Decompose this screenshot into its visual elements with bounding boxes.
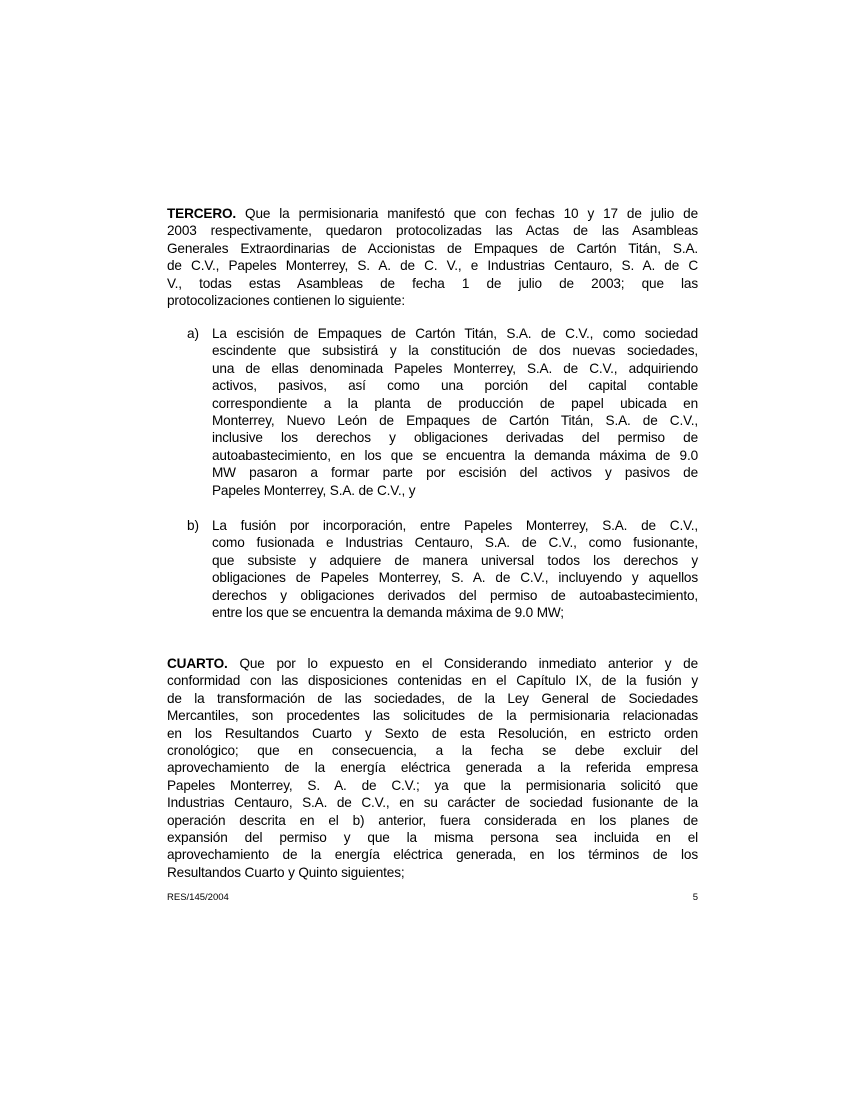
list-item-line: que subsiste y adquiere de manera universal todos los derechos y xyxy=(212,552,698,568)
paragraph-line: expansión del permiso y que la misma persona sea incluida en el xyxy=(167,829,698,845)
paragraph-line: TERCERO. Que la permisionaria manifestó que con fechas 10 y 17 de julio de xyxy=(167,206,698,221)
list-item-line: activos, pasivos, así como una porción del capital contable xyxy=(212,378,698,394)
list-marker: a) xyxy=(187,326,200,341)
list-item-line: Papeles Monterrey, S.A. de C.V., y xyxy=(212,482,416,498)
list-item-body xyxy=(212,517,698,621)
paragraph-line: Generales Extraordinarias de Accionistas de Empaques de Cartón Titán, S.A. xyxy=(167,240,698,256)
list-item-line: La fusión por incorporación, entre Papeles Monterrey, S.A. de C.V., xyxy=(212,518,698,533)
list-item-line: obligaciones de Papeles Monterrey, S. A. de C.V., incluyendo y aquellos xyxy=(212,570,698,586)
list-marker: b) xyxy=(187,518,200,533)
list-item-line: La escisión de Empaques de Cartón Titán, S.A. de C.V., como sociedad xyxy=(212,326,698,341)
list-item-line: MW pasaron a formar parte por escisión del activos y pasivos de xyxy=(212,465,698,481)
list-item-line: autoabastecimiento, en los que se encuentra la demanda máxima de 9.0 xyxy=(212,447,698,463)
list-item-line: inclusive los derechos y obligaciones derivadas del permiso de xyxy=(212,430,698,446)
list-item-line: entre los que se encuentra la demanda máxima de 9.0 MW; xyxy=(212,604,564,620)
list-item-line: derechos y obligaciones derivados del permiso de autoabastecimiento, xyxy=(212,587,698,603)
paragraph-line: Papeles Monterrey, S. A. de C.V.; ya que la permisionaria solicitó que xyxy=(167,777,698,793)
page-number: 5 xyxy=(692,892,698,903)
paragraph-line: CUARTO. Que por lo expuesto en el Considerando inmediato anterior y de xyxy=(167,656,698,671)
paragraph-line: conformidad con las disposiciones contenidas en el Capítulo IX, de la fusión y xyxy=(167,673,698,689)
section-heading: TERCERO. xyxy=(167,206,237,221)
paragraph-line: Industrias Centauro, S.A. de C.V., en su carácter de sociedad fusionante de la xyxy=(167,795,698,811)
paragraph-line: aprovechamiento de la energía eléctrica generada a la referida empresa xyxy=(167,760,698,776)
paragraph-line: de C.V., Papeles Monterrey, S. A. de C. V., e Industrias Centauro, S. A. de C xyxy=(167,258,698,274)
paragraph-line: V., todas estas Asambleas de fecha 1 de julio de 2003; que las xyxy=(167,275,698,291)
section-heading: CUARTO. xyxy=(167,656,228,671)
section-tercero xyxy=(167,205,698,309)
paragraph-line: en los Resultandos Cuarto y Sexto de esta Resolución, en estricto orden xyxy=(167,725,698,741)
paragraph-line: Resultandos Cuarto y Quinto siguientes; xyxy=(167,864,405,880)
paragraph-line: 2003 respectivamente, quedaron protocolizadas las Actas de las Asambleas xyxy=(167,223,698,239)
list-item-line: correspondiente a la planta de producción de papel ubicada en xyxy=(212,395,698,411)
paragraph-line: protocolizaciones contienen lo siguiente: xyxy=(167,292,405,308)
paragraph-line: Mercantiles, son procedentes las solicitudes de la permisionaria relacionadas xyxy=(167,708,698,724)
paragraph-line: de la transformación de las sociedades, de la Ley General de Sociedades xyxy=(167,690,698,706)
list-item-line: una de ellas denominada Papeles Monterrey, S.A. de C.V., adquiriendo xyxy=(212,360,698,376)
list-item-line: como fusionada e Industrias Centauro, S.A. de C.V., como fusionante, xyxy=(212,535,698,551)
paragraph-line: cronológico; que en consecuencia, a la fecha se debe excluir del xyxy=(167,742,698,758)
list-item-line: Monterrey, Nuevo León de Empaques de Cartón Titán, S.A. de C.V., xyxy=(212,412,698,428)
paragraph-line: operación descrita en el b) anterior, fuera considerada en los planes de xyxy=(167,812,698,828)
list-item-line: escindente que subsistirá y la constitución de dos nuevas sociedades, xyxy=(212,343,698,359)
resolution-reference: RES/145/2004 xyxy=(167,892,229,903)
paragraph-line: aprovechamiento de la energía eléctrica generada, en los términos de los xyxy=(167,847,698,863)
list-item-body xyxy=(212,325,698,499)
section-cuarto xyxy=(167,655,698,881)
